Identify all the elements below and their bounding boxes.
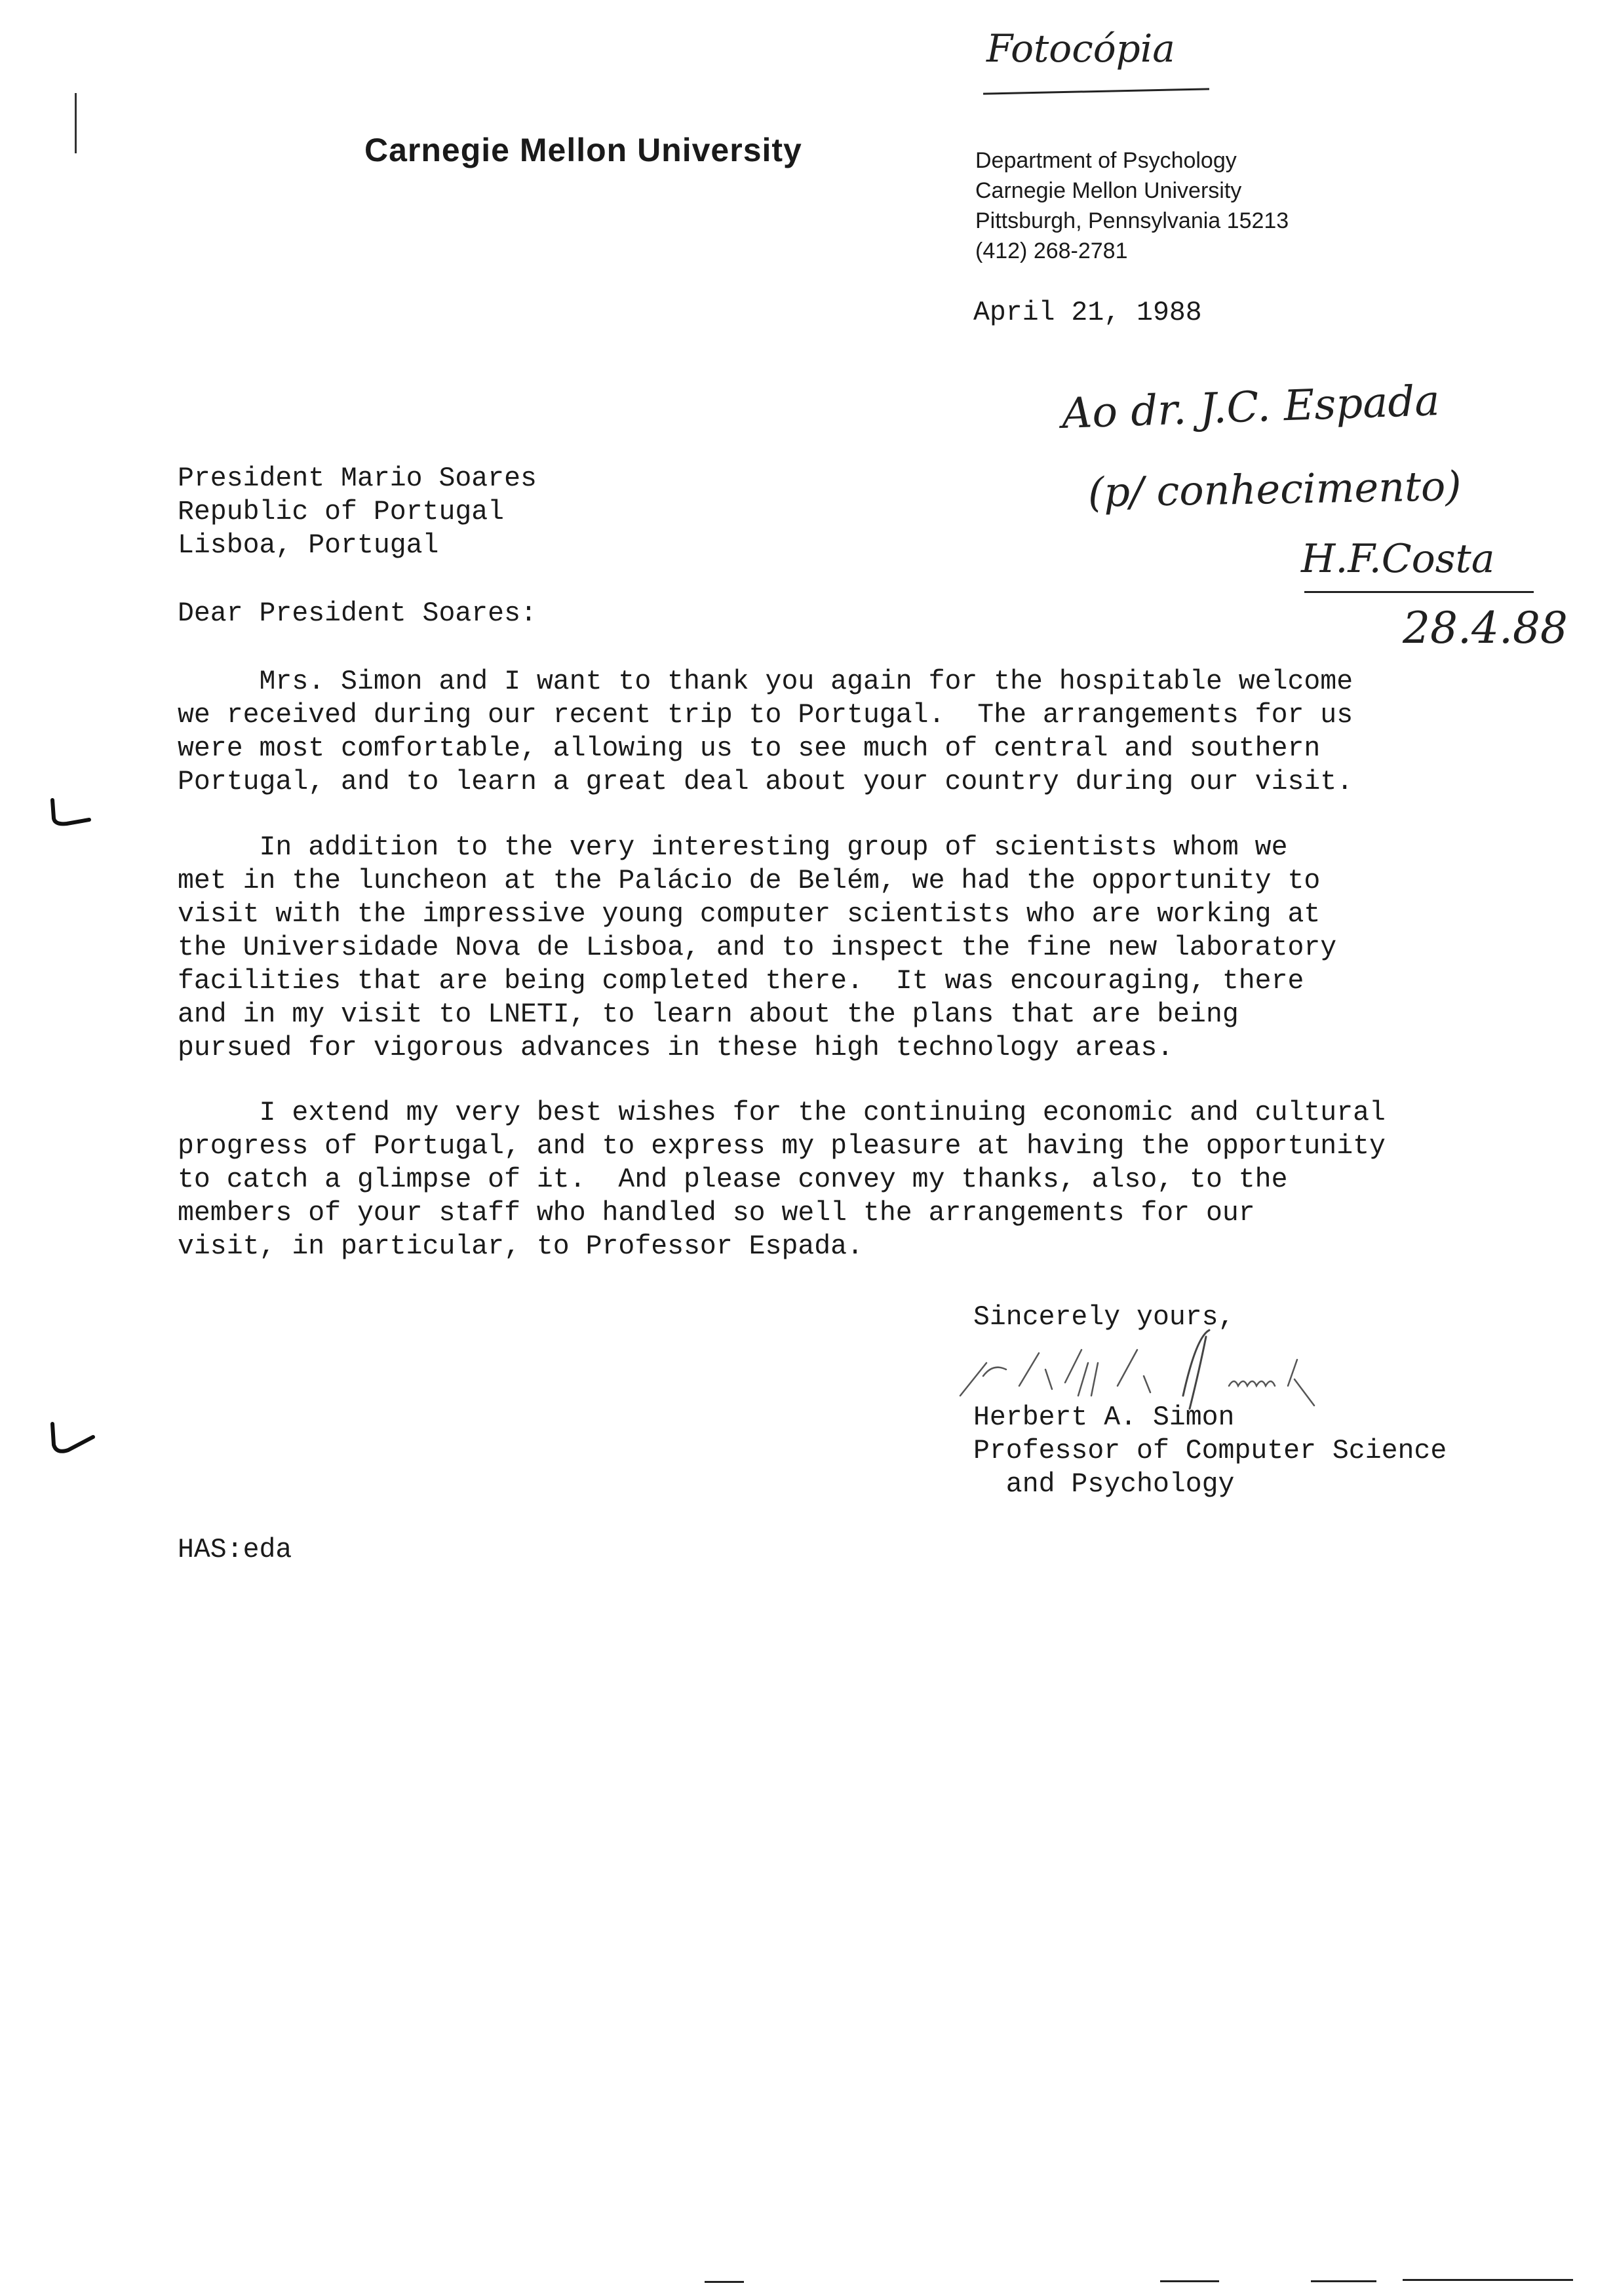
handwritten-note-line1: Ao dr. J.C. Espada [1060,376,1441,439]
scan-artifact [1403,2279,1573,2281]
university-name: Carnegie Mellon University [364,132,802,168]
scan-artifact [1311,2280,1376,2282]
initials-underline [1304,591,1534,593]
scan-artifact [1160,2280,1219,2282]
typist-initials: HAS:eda [178,1535,292,1565]
letter-date: April 21, 1988 [973,297,1202,328]
signer-title-line2: and Psychology [973,1469,1235,1500]
recipient-line2: Republic of Portugal [178,497,505,527]
handwritten-date: 28.4.88 [1403,603,1568,653]
signer-name: Herbert A. Simon [973,1402,1235,1433]
body-paragraph-1: Mrs. Simon and I want to thank you again for the hospitable welcome we received during our recent trip to Portugal. The arrangements for us were most comfortable, allowing us to see much of central and southern Portugal, and to learn a great deal about your country during our visit. [178,666,1353,797]
margin-line [75,93,77,153]
handwritten-note-line2: (p/ conhecimento) [1087,462,1462,516]
handwritten-initials: H.F.Costa [1301,536,1495,582]
recipient-line1: President Mario Soares [178,463,537,494]
phone-line: (412) 268-2781 [975,239,1128,263]
institution-line: Carnegie Mellon University [975,178,1242,203]
salutation: Dear President Soares: [178,598,537,629]
scan-artifact [705,2281,744,2283]
check-mark-icon [39,1419,98,1464]
body-paragraph-2: In addition to the very interesting group of scientists whom we met in the luncheon at the Palácio de Belém, we had the opportunity to visit with the impressive young computer scientists who are working at the Universidade Nova de Lisboa, and to inspect the fine new laboratory facilities that are being completed there. It was encouraging, there and in my visit to LNETI, to learn about the plans that are being pursued for vigorous advances in these high technology areas. [178,832,1337,1063]
recipient-line3: Lisboa, Portugal [178,530,439,561]
city-line: Pittsburgh, Pennsylvania 15213 [975,208,1289,233]
signer-title-line1: Professor of Computer Science [973,1436,1447,1466]
check-mark-icon [41,796,93,835]
department-line: Department of Psychology [975,148,1237,173]
body-paragraph-3: I extend my very best wishes for the continuing economic and cultural progress of Portugal, and to express my pleasure at having the opportunity to catch a glimpse of it. And please convey my thanks, also, to the members of your staff who handled so well the arrangements for our visit, in particular, to Professor Espada. [178,1098,1386,1262]
signature-block [973,1401,1447,1501]
handwritten-stamp: Fotocópia [986,26,1175,71]
sender-address [975,145,1289,266]
closing: Sincerely yours, [973,1302,1235,1333]
stamp-underline [983,88,1209,94]
recipient-address [178,462,537,562]
